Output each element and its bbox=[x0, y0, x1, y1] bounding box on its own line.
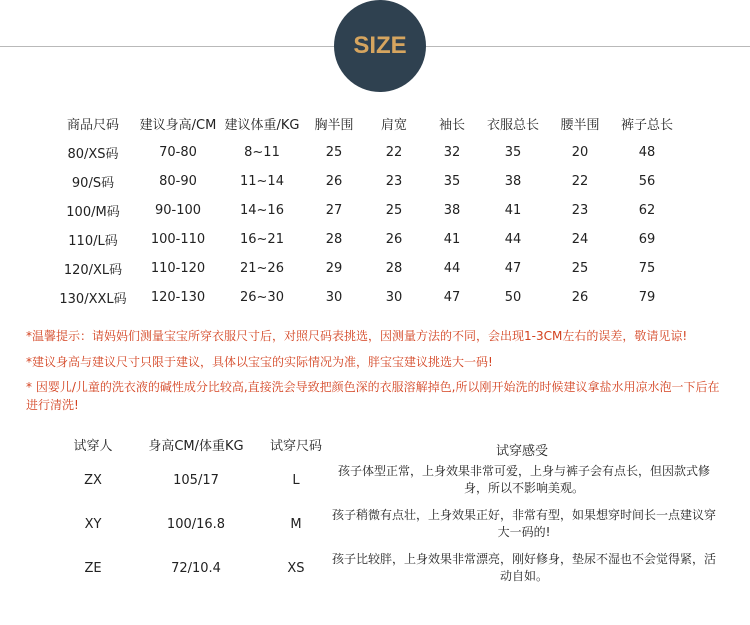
trial-feel-title: 试穿感受 bbox=[496, 444, 549, 459]
table-cell: 14~16 bbox=[240, 203, 284, 218]
header-cell: 胸半围 bbox=[314, 117, 354, 133]
table-cell: 21~26 bbox=[240, 261, 284, 276]
table-cell: 16~21 bbox=[240, 232, 284, 247]
table-cell: 22 bbox=[385, 145, 403, 160]
table-row bbox=[50, 254, 680, 283]
table-cell: 47 bbox=[443, 290, 461, 305]
table-cell: 44 bbox=[504, 232, 522, 247]
table-cell: 11~14 bbox=[240, 174, 284, 189]
header-cell: 身高CM/体重KG bbox=[148, 438, 244, 454]
table-cell: 44 bbox=[443, 261, 461, 276]
table-row bbox=[50, 138, 680, 167]
table-cell: 90/S码 bbox=[71, 176, 115, 191]
table-cell: 100/M码 bbox=[66, 205, 120, 220]
notes-section bbox=[26, 323, 726, 414]
table-cell: 79 bbox=[638, 290, 656, 305]
table-cell: 69 bbox=[638, 232, 656, 247]
table-cell: 29 bbox=[325, 261, 343, 276]
table-cell: 27 bbox=[325, 203, 343, 218]
note-line: *温馨提示：请妈妈们测量宝宝所穿衣服尺寸后，对照尺码表挑选，因测量方法的不同，会出现1-3CM左右的误差，敬请见谅! bbox=[26, 329, 688, 343]
table-cell: 48 bbox=[638, 145, 656, 160]
trial-header-row bbox=[45, 430, 341, 458]
table-cell: M bbox=[290, 516, 302, 532]
table-cell: XS bbox=[287, 560, 305, 576]
trial-feel-text: 孩子稍微有点壮，上身效果正好，非常有型，如果想穿时间长一点建议穿大一码的! bbox=[332, 508, 717, 539]
table-cell: 26 bbox=[325, 174, 343, 189]
header-cell: 建议体重/KG bbox=[224, 117, 300, 133]
table-cell: 120/XL码 bbox=[63, 263, 123, 278]
trial-table bbox=[45, 430, 341, 590]
table-cell: 62 bbox=[638, 203, 656, 218]
table-cell: 23 bbox=[385, 174, 403, 189]
table-cell: 26 bbox=[385, 232, 403, 247]
table-cell: 35 bbox=[504, 145, 522, 160]
table-cell: 24 bbox=[571, 232, 589, 247]
table-cell: 41 bbox=[504, 203, 522, 218]
table-cell: 100-110 bbox=[150, 232, 206, 247]
table-cell: 28 bbox=[325, 232, 343, 247]
table-cell: 26~30 bbox=[240, 290, 284, 305]
header-cell: 试穿尺码 bbox=[269, 438, 322, 454]
size-badge-label: SIZE bbox=[353, 32, 407, 59]
table-cell: 25 bbox=[385, 203, 403, 218]
size-table-header-row bbox=[50, 108, 680, 138]
header-cell: 衣服总长 bbox=[486, 117, 539, 133]
note-line: *建议身高与建议尺寸只限于建议，具体以宝宝的实际情况为准，胖宝宝建议挑选大一码! bbox=[26, 355, 493, 369]
table-cell: ZE bbox=[84, 560, 102, 576]
table-cell: 30 bbox=[325, 290, 343, 305]
trial-feel-text: 孩子体型正常，上身效果非常可爱，上身与裤子会有点长，但因款式修身，所以不影响美观。 bbox=[337, 464, 710, 495]
table-cell: 23 bbox=[571, 203, 589, 218]
table-cell: 8~11 bbox=[244, 145, 280, 160]
header-cell: 袖长 bbox=[438, 117, 465, 133]
table-cell: 120-130 bbox=[150, 290, 206, 305]
table-cell: 20 bbox=[571, 145, 589, 160]
table-cell: 100/16.8 bbox=[166, 516, 226, 532]
note-line: * 因婴儿/儿童的洗衣液的碱性成分比较高,直接洗会导致把颜色深的衣服溶解掉色,所以刚开始洗的时候建议拿盐水用凉水泡一下后在进行清洗! bbox=[26, 380, 720, 412]
header-cell: 试穿人 bbox=[73, 438, 113, 454]
table-cell: 75 bbox=[638, 261, 656, 276]
table-cell: 41 bbox=[443, 232, 461, 247]
table-cell: 110/L码 bbox=[68, 234, 118, 249]
table-cell: 80-90 bbox=[159, 174, 197, 189]
table-row bbox=[45, 502, 341, 546]
table-cell: 70-80 bbox=[159, 145, 197, 160]
table-cell: L bbox=[292, 472, 300, 488]
table-cell: 32 bbox=[443, 145, 461, 160]
table-cell: 47 bbox=[504, 261, 522, 276]
table-row bbox=[45, 546, 341, 590]
table-cell: 105/17 bbox=[173, 472, 219, 488]
table-cell: 25 bbox=[325, 145, 343, 160]
table-cell: 130/XXL码 bbox=[59, 292, 127, 307]
table-cell: 38 bbox=[443, 203, 461, 218]
table-cell: 26 bbox=[571, 290, 589, 305]
table-cell: 72/10.4 bbox=[171, 560, 221, 576]
table-row bbox=[45, 458, 341, 502]
header-cell: 裤子总长 bbox=[620, 117, 673, 133]
table-cell: 38 bbox=[504, 174, 522, 189]
header-cell: 肩宽 bbox=[380, 117, 407, 133]
header-cell: 商品尺码 bbox=[66, 117, 119, 133]
table-cell: 30 bbox=[385, 290, 403, 305]
trial-feel-text: 孩子比较胖，上身效果非常漂亮，刚好修身，垫尿不湿也不会觉得紧，活动自如。 bbox=[332, 552, 717, 583]
table-row bbox=[50, 225, 680, 254]
table-cell: 50 bbox=[504, 290, 522, 305]
table-cell: 110-120 bbox=[150, 261, 206, 276]
table-cell: 80/XS码 bbox=[67, 147, 119, 162]
table-cell: 90-100 bbox=[154, 203, 202, 218]
size-chart-table bbox=[50, 108, 680, 312]
header-cell: 腰半围 bbox=[560, 117, 600, 133]
table-row bbox=[50, 196, 680, 225]
table-cell: XY bbox=[84, 516, 102, 532]
size-badge bbox=[334, 0, 426, 92]
table-cell: 25 bbox=[571, 261, 589, 276]
table-cell: 35 bbox=[443, 174, 461, 189]
table-cell: ZX bbox=[84, 472, 102, 488]
header-cell: 建议身高/CM bbox=[139, 117, 217, 133]
table-cell: 22 bbox=[571, 174, 589, 189]
table-cell: 56 bbox=[638, 174, 656, 189]
table-row bbox=[50, 283, 680, 312]
table-row bbox=[50, 167, 680, 196]
table-cell: 28 bbox=[385, 261, 403, 276]
